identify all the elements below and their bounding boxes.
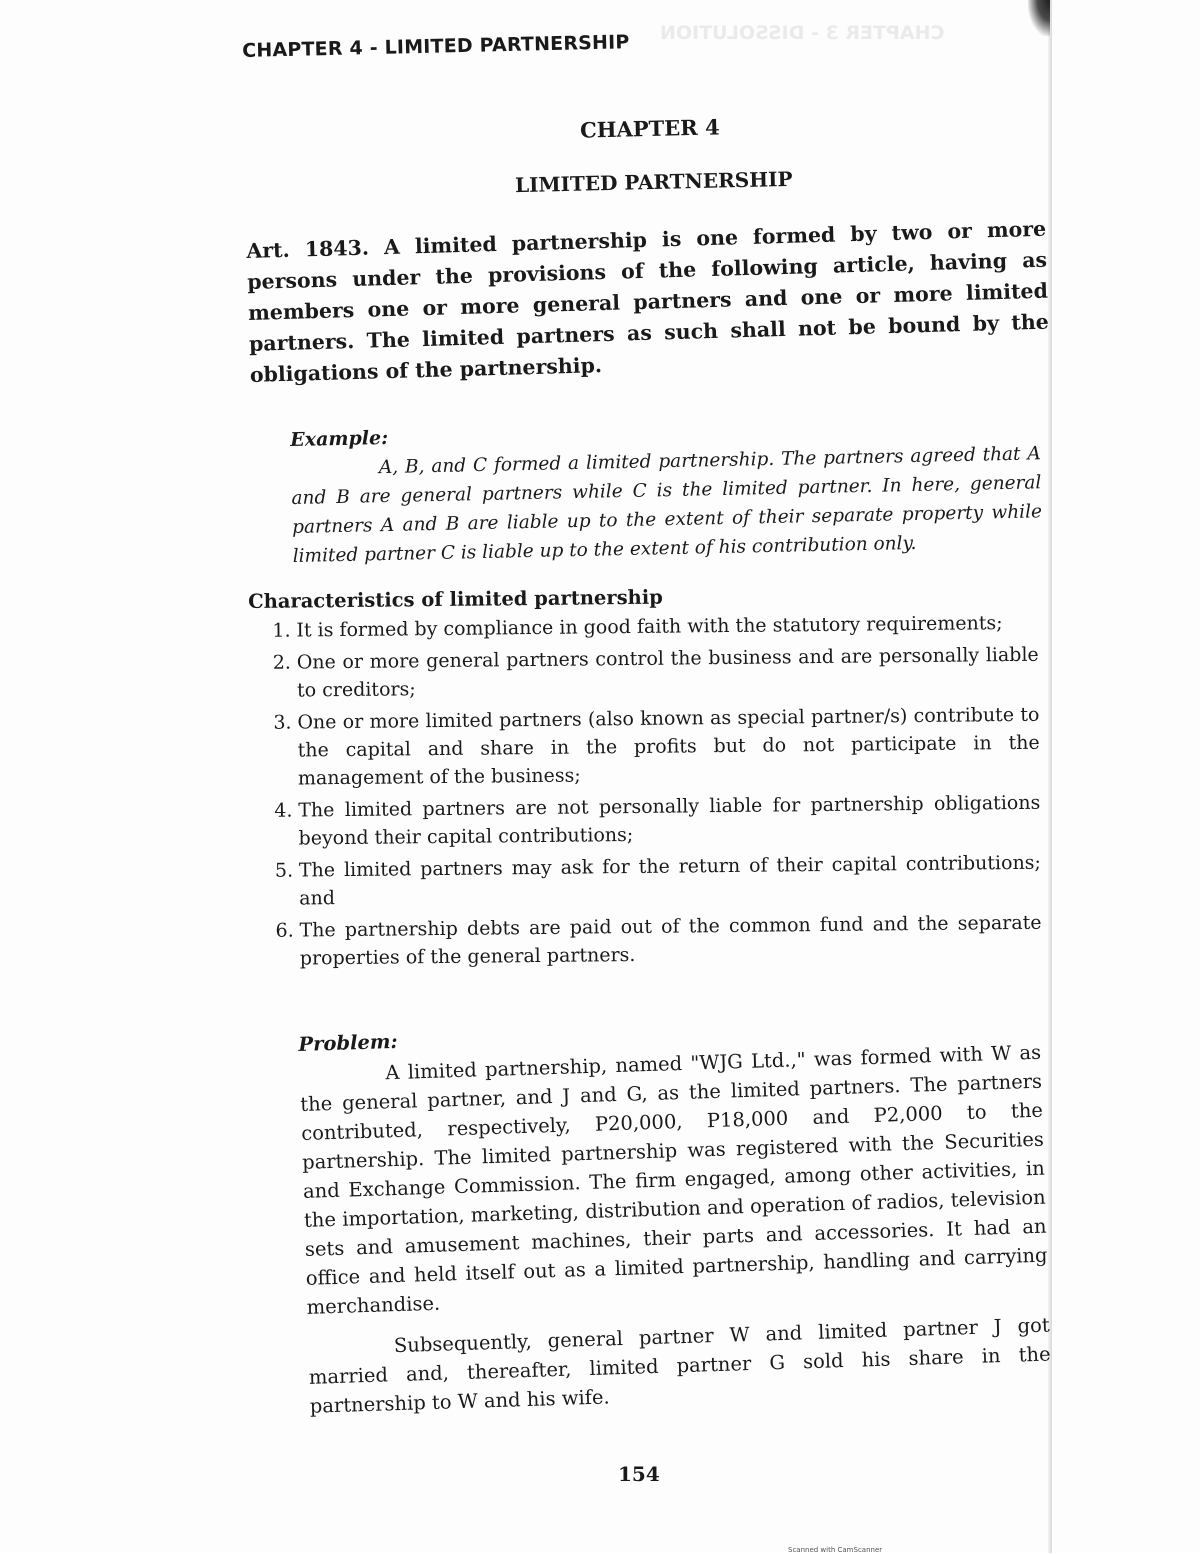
list-item <box>249 701 1040 793</box>
example-section <box>290 410 1043 571</box>
characteristics-section <box>248 582 1042 977</box>
list-item-number: 4. <box>274 799 293 822</box>
chapter-number: CHAPTER 4 <box>579 114 720 143</box>
list-item-number: 5. <box>274 859 294 882</box>
list-item-number: 1. <box>272 619 291 642</box>
list-item-text: It is formed by compliance in good faith with the statutory requirements; <box>296 612 1003 642</box>
page-corner-shadow <box>1028 0 1050 36</box>
bleed-through-text: CHAPTER 3 - DISSOLUTION <box>660 22 945 44</box>
list-item-text: The partnership debts are paid out of the common fund and the separate properties of the general partners. <box>299 911 1042 970</box>
list-item-number: 2. <box>272 651 292 674</box>
list-item <box>248 609 1038 645</box>
problem-paragraph-2: Subsequently, general partner W and limited partner J got married and, thereafter, limited partner G sold his share in the partnership to W and his wife. <box>308 1313 1051 1418</box>
list-item-number: 3. <box>273 711 292 734</box>
list-item <box>251 909 1042 973</box>
page-number: 154 <box>618 1462 660 1486</box>
problem-label: Problem: <box>298 1029 399 1056</box>
list-item-text: One or more general partners control the business and are personally liable to creditors; <box>296 643 1039 702</box>
example-label: Example: <box>290 426 389 451</box>
list-item-number: 6. <box>275 919 294 942</box>
scanner-watermark: Scanned with CamScanner <box>788 1546 883 1554</box>
characteristics-title: Characteristics of limited partnership <box>248 585 663 613</box>
problem-paragraph-1: A limited partnership, named "WJG Ltd.," was formed with W as the general partner, and J and G, as the limited partners. The partners contributed, respectively, P20,000, P18,000 and P2,000 to the partnership. The limited partnership was registered with the Securities and Exchange Commission. The firm engaged, among other activities, in the importation, marketing, distribution and operation of radios, television sets and amusement machines, their parts and accessories. It had an office and held itself out as a limited partnership, handling and carrying merchandise. <box>299 1040 1048 1319</box>
list-item-text: One or more limited partners (also known as special partner/s) contribute to the capital and share in the profits but do not participate in the management of the business; <box>297 703 1040 790</box>
chapter-title: LIMITED PARTNERSHIP <box>514 166 793 198</box>
list-item-text: The limited partners are not personally liable for partnership obligations beyond their capital contributions; <box>298 791 1041 850</box>
problem-section <box>298 1007 1052 1433</box>
list-item <box>250 789 1041 853</box>
characteristics-list <box>248 609 1042 973</box>
list-item-text: The limited partners may ask for the return of their capital contributions; and <box>298 851 1042 910</box>
running-header: CHAPTER 4 - LIMITED PARTNERSHIP <box>242 31 630 62</box>
example-text: A, B, and C formed a limited partnership. The partners agreed that A and B are general partners while C is the limited partner. In here, general partners A and B are liable up to the extent of their separate property while limited partner C is liable up to the extent of his contribution only. <box>291 443 1043 567</box>
article-1843: Art. 1843. A limited partnership is one formed by two or more persons under the provisions of the following article, having as members one or more general partners and one or more limited partners. The limited partners as such shall not be bound by the obligations of the partnership. <box>246 216 1050 387</box>
list-item <box>251 849 1042 913</box>
list-item <box>249 641 1040 705</box>
